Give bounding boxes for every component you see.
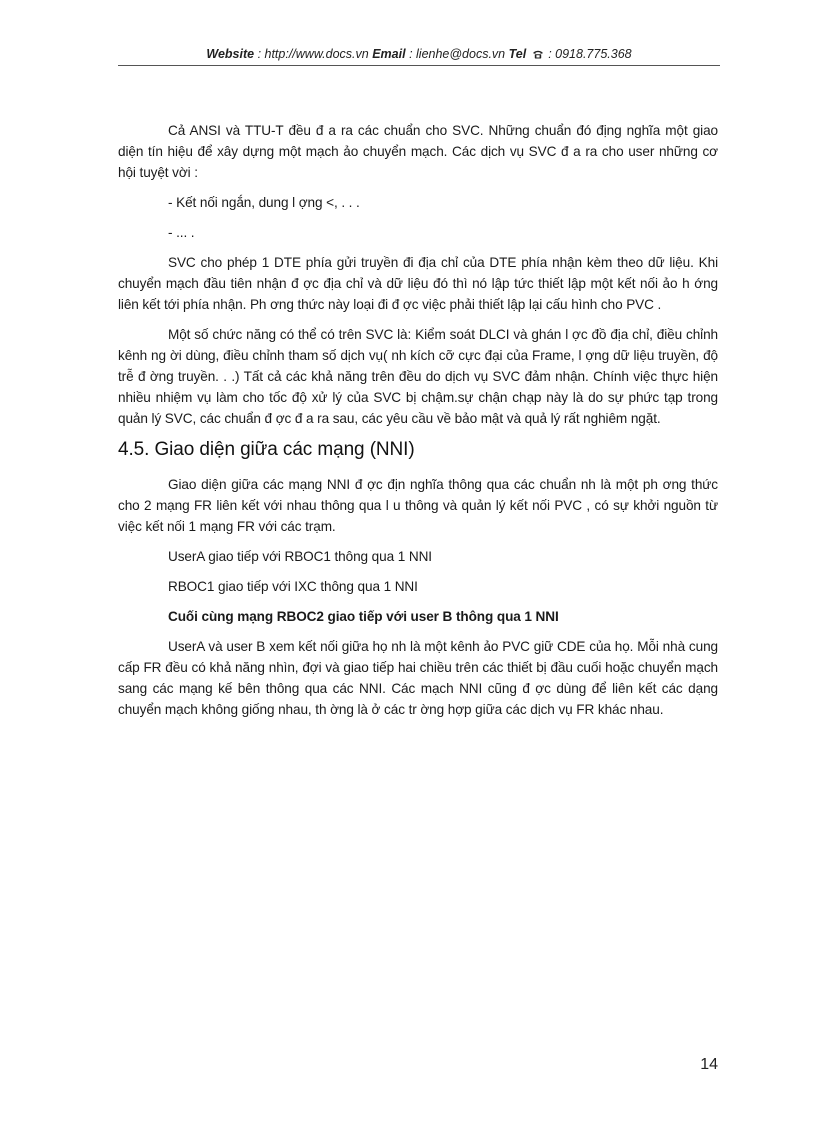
website-value: : http://www.docs.vn xyxy=(257,47,369,61)
nni-line-rboc1: RBOC1 giao tiếp với IXC thông qua 1 NNI xyxy=(168,579,418,594)
telephone-icon xyxy=(533,50,543,59)
section-heading: 4.5. Giao diện giữa các mạng (NNI) xyxy=(118,439,415,460)
email-label: Email xyxy=(372,47,406,61)
paragraph-nni-pvc: UserA và user B xem kết nối giữa họ nh là một kênh ảo PVC giữ CDE của họ. Mỗi nhà cung cấp FR đều có khả năng nhìn, đợi và giao tiếp hai chiều trên các thiết bị đầu cuối hoặc chuyển mạch sang các mạng kế bên thông qua các NNI. Các mạch NNI cũng đ ợc dùng để liên kết các dạng chuyển mạch không giống nhau, th ờng là ở các tr ờng hợp giữa các dịch vụ FR khác nhau. xyxy=(118,639,718,717)
paragraph-nni-definition: Giao diện giữa các mạng NNI đ ợc địn nghĩa thông qua các chuẩn nh là một ph ơng thức cho 2 mạng FR liên kết với nhau thông qua l u thông và quản lý kết nối PVC , có sự khởi nguồn từ việc kết nối 1 mạng FR với các trạm. xyxy=(118,477,718,534)
paragraph-svc-dte: SVC cho phép 1 DTE phía gửi truyền đi địa chỉ của DTE phía nhận kèm theo dữ liệu. Khi chuyển mạch đầu tiên nhận đ ợc địa chỉ và dữ liệu đó thì nó lập tức thiết lập một kết nối ảo h ớng liên kết tới phía nhận. Ph ơng thức này loại đi đ ợc việc phải thiết lập lại cấu hình cho PVC . xyxy=(118,255,718,312)
page-body xyxy=(118,120,718,729)
header-divider xyxy=(118,65,720,66)
list-item: - ... . xyxy=(168,225,195,240)
website-label: Website xyxy=(206,47,255,61)
nni-line-usera: UserA giao tiếp với RBOC1 thông qua 1 NNI xyxy=(168,549,432,564)
email-value: : lienhe@docs.vn xyxy=(409,47,506,61)
paragraph-svc-functions: Một số chức năng có thể có trên SVC là: Kiểm soát DLCI và ghán l ợc đồ địa chỉ, điều chỉnh kênh ng ời dùng, điều chỉnh tham số dịch vụ( nh kích cỡ cực đại của Frame, l ợng dữ liệu truyền, độ trễ đ ờng truyền. . .) Tất cả các khả năng trên đều do dịch vụ SVC đảm nhận. Chính việc thực hiện nhiều nhiệm vụ làm cho tốc độ xử lý của SVC bị chậm.sự chận chạp này là do sự phức tạp trong quản lý SVC, các chuẩn đ ợc đ a ra sau, các yêu cầu về bảo mật và quả lý rất nghiêm ngặt. xyxy=(118,327,718,426)
list-item: - Kết nối ngắn, dung l ợng <, . . . xyxy=(168,195,360,210)
paragraph-svc-standards: Cả ANSI và TTU-T đều đ a ra các chuẩn cho SVC. Những chuẩn đó địng nghĩa một giao diện tín hiệu để xây dựng một mạch ảo chuyển mạch. Các dịch vụ SVC đ a ra cho user những cơ hội tuyệt vời : xyxy=(118,123,718,180)
page-number: 14 xyxy=(700,1056,718,1073)
nni-line-rboc2: Cuối cùng mạng RBOC2 giao tiếp với user B thông qua 1 NNI xyxy=(168,609,559,624)
page-header xyxy=(120,47,718,61)
tel-value: : 0918.775.368 xyxy=(548,47,632,61)
tel-label: Tel xyxy=(508,47,527,61)
